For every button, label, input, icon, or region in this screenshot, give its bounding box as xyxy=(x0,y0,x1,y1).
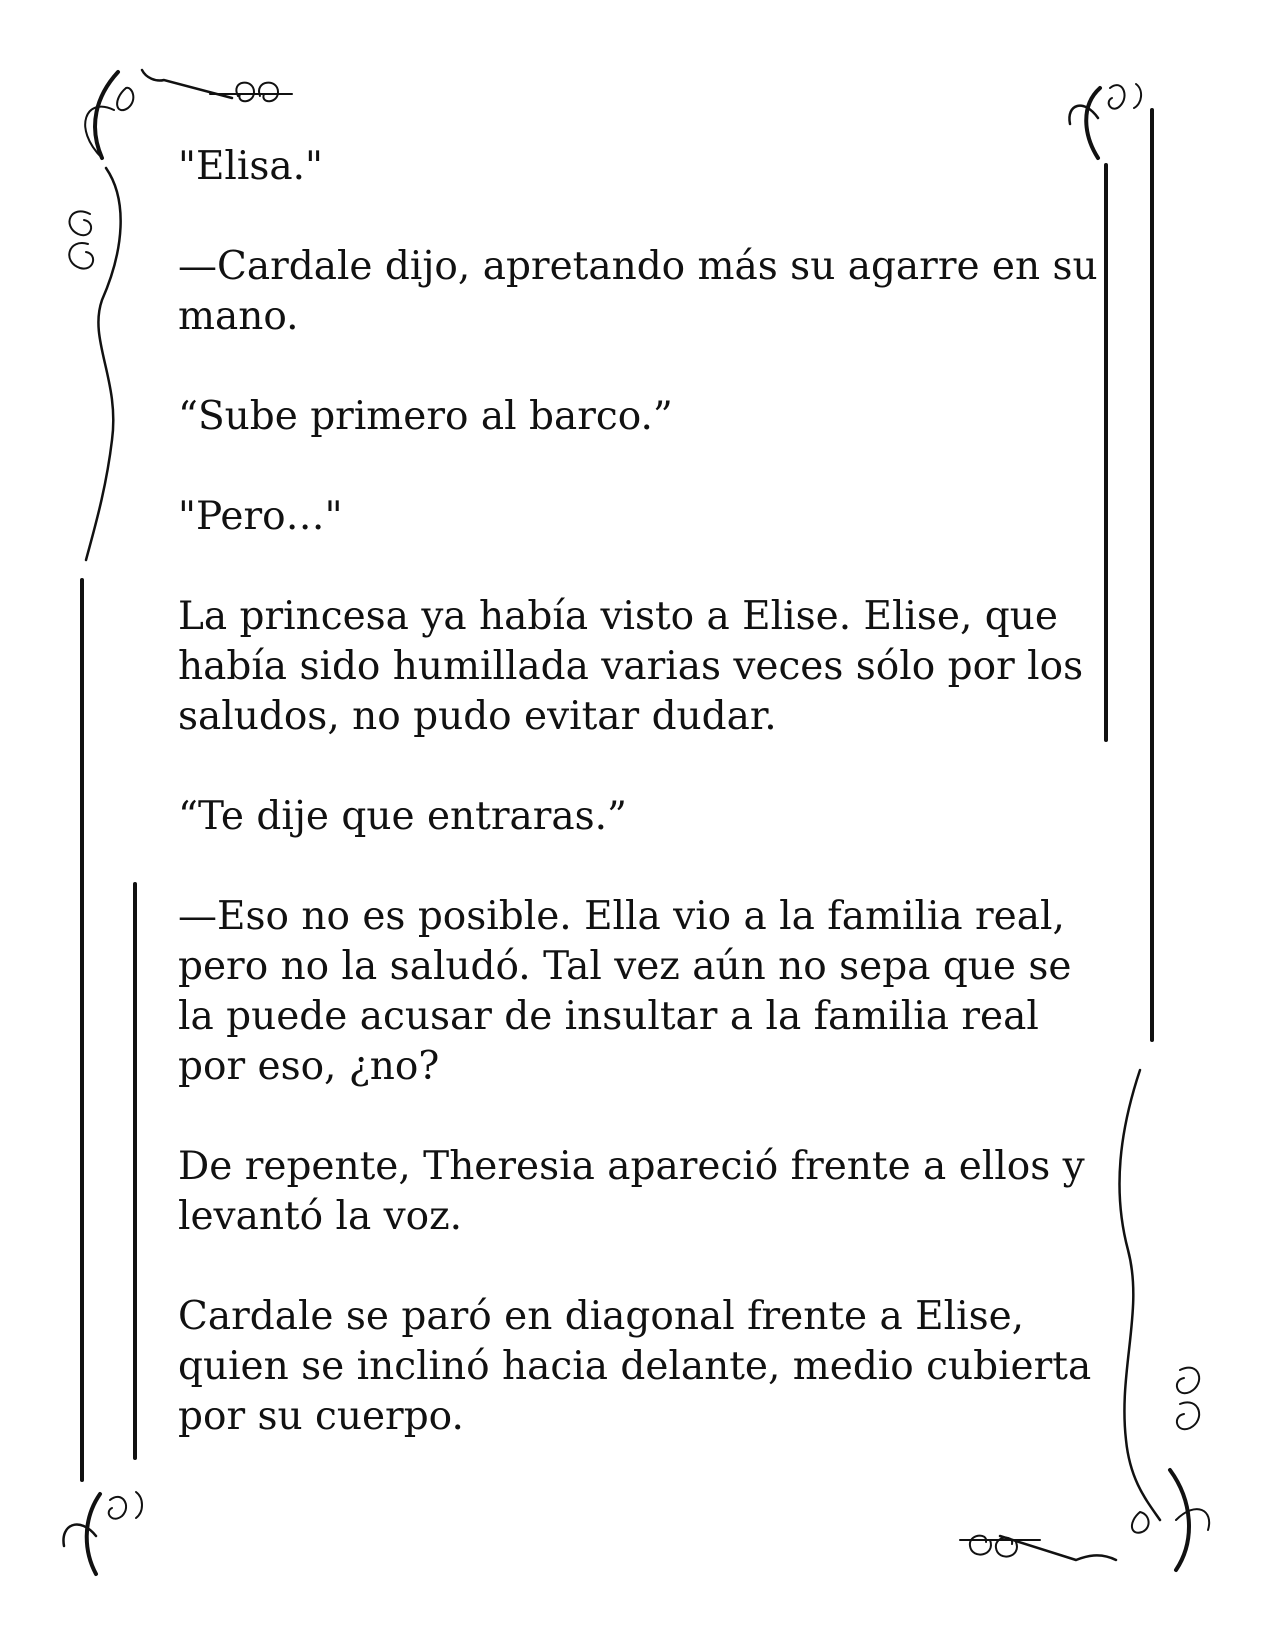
paragraph-4: "Pero…" xyxy=(178,494,343,539)
paragraph-8: De repente, Theresia apareció frente a ellos y levantó la voz. xyxy=(178,1144,1085,1239)
flourish-bottom-left-icon xyxy=(63,1492,142,1574)
story-text xyxy=(178,142,1118,1492)
paragraph-1: "Elisa." xyxy=(178,144,323,189)
paragraph-7: —Eso no es posible. Ella vio a la familia real, pero no la saludó. Tal vez aún no sepa que se la puede acusar de insultar a la familia real por eso, ¿no? xyxy=(178,894,1072,1089)
paragraph-2: —Cardale dijo, apretando más su agarre en su mano. xyxy=(178,244,1098,339)
paragraph-9: Cardale se paró en diagonal frente a Elise, quien se inclinó hacia delante, medio cubierta por su cuerpo. xyxy=(178,1294,1092,1439)
paragraph-5: La princesa ya había visto a Elise. Elise, que había sido humillada varias veces sólo por los saludos, no pudo evitar dudar. xyxy=(178,594,1084,739)
paragraph-6: “Te dije que entraras.” xyxy=(178,794,627,839)
paragraph-3: “Sube primero al barco.” xyxy=(178,394,673,439)
